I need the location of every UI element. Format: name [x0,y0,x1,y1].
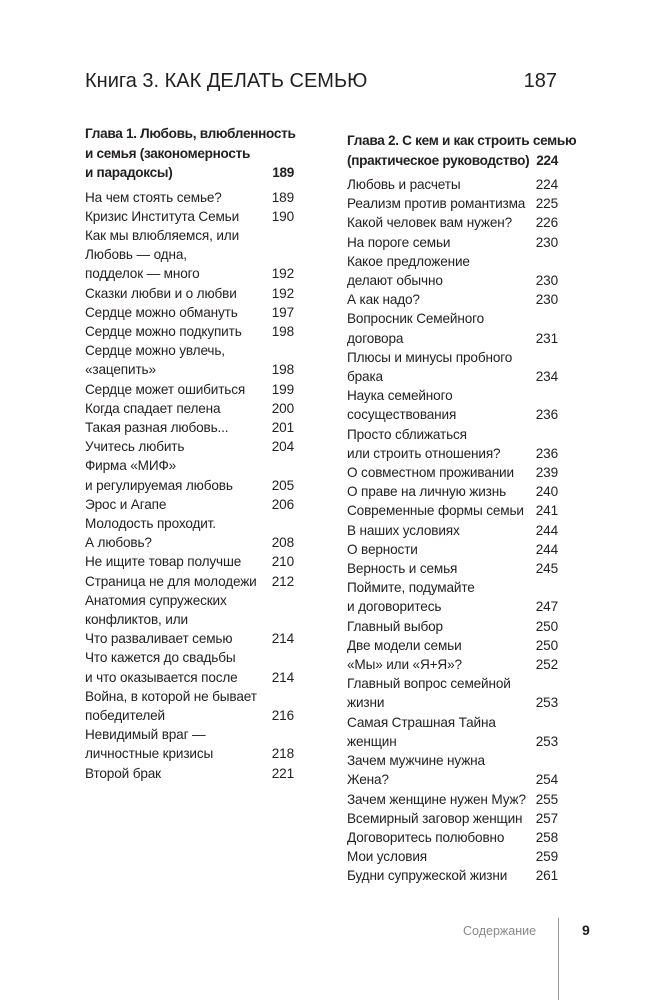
toc-entry-title: Верность и семья [347,561,458,577]
toc-line [347,194,558,213]
toc-page-number: 250 [535,637,558,653]
toc-entry-title: Любовь — одна, [85,247,187,263]
book-title: Книга 3. КАК ДЕЛАТЬ СЕМЬЮ [85,70,368,92]
toc-entry-title: Плюсы и минусы пробного [347,349,513,365]
toc-line [347,367,558,386]
toc-line [347,674,558,693]
toc-line [85,725,294,744]
toc-line [347,329,558,348]
toc-line [85,437,294,456]
toc-line [85,744,294,763]
toc-line [85,245,294,264]
toc-entry-title: Какой человек вам нужен? [347,215,513,231]
toc-line [347,636,558,655]
chapter-heading[interactable] [347,131,577,170]
toc-entry-title: Зачем женщине нужен Муж? [347,791,526,807]
toc-entry[interactable] [347,463,558,482]
toc-entry-title: Фирма «МИФ» [85,458,177,474]
header-page-number: 187 [523,70,557,92]
toc-entry[interactable] [85,725,294,763]
toc-page-number: 244 [535,541,558,557]
toc-line [85,764,294,783]
toc-entry-title: Договоритесь полюбовно [347,829,505,845]
toc-entry-title: О верности [347,541,418,557]
toc-line [85,380,294,399]
toc-entry-title: Такая разная любовь... [85,419,229,435]
toc-entry[interactable] [347,386,558,424]
toc-page-number: 258 [535,829,558,845]
toc-page-number: 221 [271,765,294,781]
toc-page-number: 225 [535,196,558,212]
toc-entry-title: жизни [347,695,385,711]
toc-entry-title: Какое предложение [347,253,470,269]
toc-line [347,386,558,405]
toc-column-left [85,124,294,783]
toc-line [85,687,294,706]
toc-page-number: 239 [535,465,558,481]
toc-line [85,360,294,379]
toc-page-number: 190 [271,208,294,224]
toc-line [85,322,294,341]
toc-entry-title: Сказки любви и о любви [85,285,237,301]
toc-page-number: 247 [535,599,558,615]
toc-page-number: 205 [271,477,294,493]
footer-divider [558,918,559,1000]
toc-entry[interactable] [347,482,558,501]
toc-entry[interactable] [347,751,558,789]
toc-line [85,572,294,591]
toc-line [85,124,294,144]
toc-entry[interactable] [85,322,294,341]
toc-entry[interactable] [85,648,294,686]
toc-entry-title: Сердце можно обмануть [85,304,238,320]
toc-line [347,732,558,751]
toc-entry-title: О совместном проживании [347,465,514,481]
toc-entry-title: Главный выбор [347,618,443,634]
toc-entry[interactable] [347,828,558,847]
toc-entry-title: и парадоксы) [85,165,173,180]
toc-entry[interactable] [347,866,558,885]
toc-entry-title: Жена? [347,772,389,788]
toc-page-number: 204 [271,439,294,455]
toc-line [347,828,558,847]
toc-line [347,866,558,885]
toc-page-number: 240 [535,484,558,500]
toc-line [85,648,294,667]
toc-entry[interactable] [347,674,558,712]
toc-entry-title: Зачем мужчине нужна [347,753,485,769]
running-header [85,70,557,93]
toc-entry-title: сосуществования [347,407,457,423]
toc-line [347,790,558,809]
toc-line [347,405,558,424]
toc-line [85,399,294,418]
toc-line [347,309,558,328]
toc-entry[interactable] [347,194,558,213]
toc-entry-title: Сердце можно увлечь, [85,343,225,359]
toc-entry[interactable] [347,175,558,194]
toc-page-number: 252 [535,657,558,673]
toc-page-number: 257 [535,810,558,826]
toc-entry-title: Сердце можно подкупить [85,323,242,339]
toc-page-number: 198 [271,323,294,339]
toc-entry[interactable] [347,233,558,252]
toc-page-number: 198 [271,362,294,378]
toc-entry-title: или строить отношения? [347,445,501,461]
toc-page-number: 253 [535,733,558,749]
toc-entry-title: брака [347,369,383,385]
toc-entry-title: Кризис Института Семьи [85,208,240,224]
toc-page-number: 230 [535,234,558,250]
toc-entry-title: Учитесь любить [85,439,185,455]
toc-line [85,418,294,437]
toc-page-number: 216 [271,707,294,723]
toc-entry-title: Невидимый враг — [85,727,206,743]
toc-page-number: 224 [535,177,558,192]
toc-line [347,693,558,712]
toc-line [85,163,294,183]
toc-page-number: 255 [535,791,558,807]
toc-entry-title: Наука семейного [347,388,453,404]
toc-entry[interactable] [85,284,294,303]
toc-entry[interactable] [85,303,294,322]
toc-entry-title: и договоритесь [347,599,442,615]
toc-entry[interactable] [85,226,294,284]
toc-line [85,495,294,514]
toc-entry[interactable] [85,207,294,226]
toc-page-number: 234 [535,369,558,385]
toc-page-number: 236 [535,407,558,423]
toc-line [347,252,558,271]
toc-entry[interactable] [347,617,558,636]
toc-page-number: 200 [271,400,294,416]
toc-entry-title: Две модели семьи [347,637,462,653]
toc-entry-title: Сердце может ошибиться [85,381,246,397]
toc-line [347,540,558,559]
toc-page-number: 253 [535,695,558,711]
toc-line [85,706,294,725]
toc-entry-title: Когда спадает пелена [85,400,221,416]
toc-entry-title: Война, в которой не бывает [85,688,257,704]
toc-entry-title: На чем стоять семье? [85,189,222,205]
toc-page-number: 226 [535,215,558,231]
toc-entry-title: Как мы влюбляемся, или [85,227,240,243]
toc-page-number: 214 [271,631,294,647]
toc-entry-title: Вопросник Семейного [347,311,485,327]
toc-page-number: 201 [271,419,294,435]
toc-page-number: 259 [535,849,558,865]
toc-entry-title: Глава 2. С кем и как строить семью [347,133,577,148]
toc-line [85,226,294,245]
toc-entry[interactable] [85,495,294,514]
toc-entry-title: договора [347,330,404,346]
toc-line [347,463,558,482]
toc-entry[interactable] [85,341,294,379]
toc-entry-title: Будни супружеской жизни [347,868,508,884]
toc-line [85,207,294,226]
toc-entry-title: Не ищите товар получше [85,554,242,570]
toc-entry[interactable] [347,252,558,290]
toc-column-right [347,131,577,886]
toc-entry[interactable] [85,188,294,207]
toc-line [347,521,558,540]
toc-line [347,617,558,636]
toc-line [347,751,558,770]
toc-entry[interactable] [347,501,558,520]
toc-entry[interactable] [347,540,558,559]
toc-line [347,271,558,290]
toc-line [85,629,294,648]
toc-line [85,533,294,552]
toc-entry-title: А как надо? [347,292,420,308]
toc-entry-title: «зацепить» [85,362,156,378]
toc-entry[interactable] [85,437,294,456]
toc-line [347,713,558,732]
toc-page-number: 192 [271,266,294,282]
toc-entry-title: Анатомия супружеских [85,592,227,608]
toc-page-number: 192 [271,285,294,301]
toc-entry-title: Молодость проходит. [85,515,216,531]
toc-page-number: 189 [271,189,294,205]
toc-entry-title: и семья (закономерность [85,145,251,161]
toc-entry[interactable] [347,713,558,751]
toc-line [347,501,558,520]
toc-entry[interactable] [347,578,558,616]
footer-page-number: 9 [582,922,590,938]
toc-line [347,233,558,252]
toc-line [85,188,294,207]
toc-entry[interactable] [85,591,294,649]
toc-line [347,559,558,578]
toc-entry[interactable] [347,213,558,232]
toc-entry[interactable] [85,552,294,571]
toc-entry-title: женщин [347,733,397,749]
toc-line [85,341,294,360]
toc-line [85,144,294,164]
toc-entry[interactable] [347,809,558,828]
toc-entry-title: «Мы» или «Я+Я»? [347,657,462,673]
toc-entry-title: подделок — много [85,266,200,282]
toc-entry-title: Главный вопрос семейной [347,676,511,692]
toc-page-number: 261 [535,868,558,884]
toc-line [85,456,294,475]
toc-line [347,151,558,171]
toc-line [85,284,294,303]
toc-page-number: 214 [271,669,294,685]
toc-page-number: 254 [535,772,558,788]
toc-line [347,131,577,151]
toc-entry-title: Второй брак [85,765,161,781]
toc-entry[interactable] [347,847,558,866]
toc-line [347,444,558,463]
toc-page-number: 230 [535,292,558,308]
toc-entry-title: Мои условия [347,849,428,865]
toc-line [347,348,558,367]
toc-entry[interactable] [85,399,294,418]
toc-page-number: 208 [271,535,294,551]
toc-page-number: 218 [271,746,294,762]
toc-page-number: 199 [271,381,294,397]
toc-entry[interactable] [85,764,294,783]
toc-page-number: 241 [535,503,558,519]
toc-page-number: 250 [535,618,558,634]
toc-entry-title: Поймите, подумайте [347,580,475,596]
toc-entry-title: О праве на личную жизнь [347,484,507,500]
toc-page-number: 189 [272,165,294,180]
toc-line [347,213,558,232]
toc-entry[interactable] [85,687,294,725]
toc-entry-title: Любовь и расчеты [347,177,461,192]
toc-page-number: 224 [536,152,558,168]
toc-entry-title: Что разваливает семью [85,631,233,647]
toc-entry-title: Эрос и Агапе [85,496,167,512]
toc-entry-title: Современные формы семьи [347,503,524,519]
toc-entry-title: личностные кризисы [85,746,214,762]
toc-entry-title: и регулируемая любовь [85,477,233,493]
toc-entry-title: На пороге семьи [347,234,451,250]
toc-entry[interactable] [347,309,558,347]
toc-line [347,578,558,597]
toc-entry[interactable] [85,418,294,437]
toc-entry-title: победителей [85,707,165,723]
toc-entry-title: Просто сближаться [347,426,467,442]
toc-page-number: 231 [535,330,558,346]
toc-entry[interactable] [347,290,558,309]
toc-page-number: 210 [271,554,294,570]
toc-line [347,809,558,828]
toc-line [85,552,294,571]
toc-line [347,655,558,674]
toc-line [347,847,558,866]
toc-entry-title: В наших условиях [347,522,460,538]
footer-section-label: Содержание [463,924,537,938]
toc-entry-title: А любовь? [85,535,152,551]
toc-line [347,290,558,309]
toc-entry-title: Самая Страшная Тайна [347,714,496,730]
toc-line [347,770,558,789]
toc-entry[interactable] [347,790,558,809]
toc-line [85,303,294,322]
toc-page-number: 212 [271,573,294,589]
toc-line [85,514,294,533]
toc-page-number: 236 [535,445,558,461]
toc-entry-title: Всемирный заговор женщин [347,810,523,826]
toc-page-number: 230 [535,273,558,289]
toc-entry-title: Страница не для молодежи [85,573,257,589]
toc-entry-title: и что оказывается после [85,669,238,685]
toc-entry[interactable] [347,521,558,540]
toc-entry-title: (практическое руководство) [347,152,530,168]
toc-line [85,264,294,283]
toc-entry-title: Реализм против романтизма [347,196,526,212]
toc-entry-title: Глава 1. Любовь, влюбленность [85,126,296,141]
toc-entry-title: конфликтов, или [85,611,188,627]
toc-entry[interactable] [85,514,294,552]
toc-line [347,597,558,616]
toc-entry[interactable] [347,655,558,674]
toc-entry[interactable] [347,425,558,463]
chapter-heading[interactable] [85,124,294,183]
toc-entry[interactable] [85,456,294,494]
toc-line [85,591,294,610]
toc-page-number: 197 [271,304,294,320]
toc-page-number: 206 [271,496,294,512]
toc-line [347,482,558,501]
toc-page-number: 245 [535,561,558,577]
toc-entry[interactable] [347,348,558,386]
toc-line [85,668,294,687]
toc-line [347,175,558,194]
toc-entry[interactable] [85,572,294,591]
toc-line [85,476,294,495]
toc-entry[interactable] [85,380,294,399]
toc-page-number: 244 [535,522,558,538]
toc-entry-title: делают обычно [347,273,443,289]
toc-line [85,610,294,629]
toc-entry-title: Что кажется до свадьбы [85,650,236,666]
toc-entry[interactable] [347,559,558,578]
toc-entry[interactable] [347,636,558,655]
toc-line [347,425,558,444]
